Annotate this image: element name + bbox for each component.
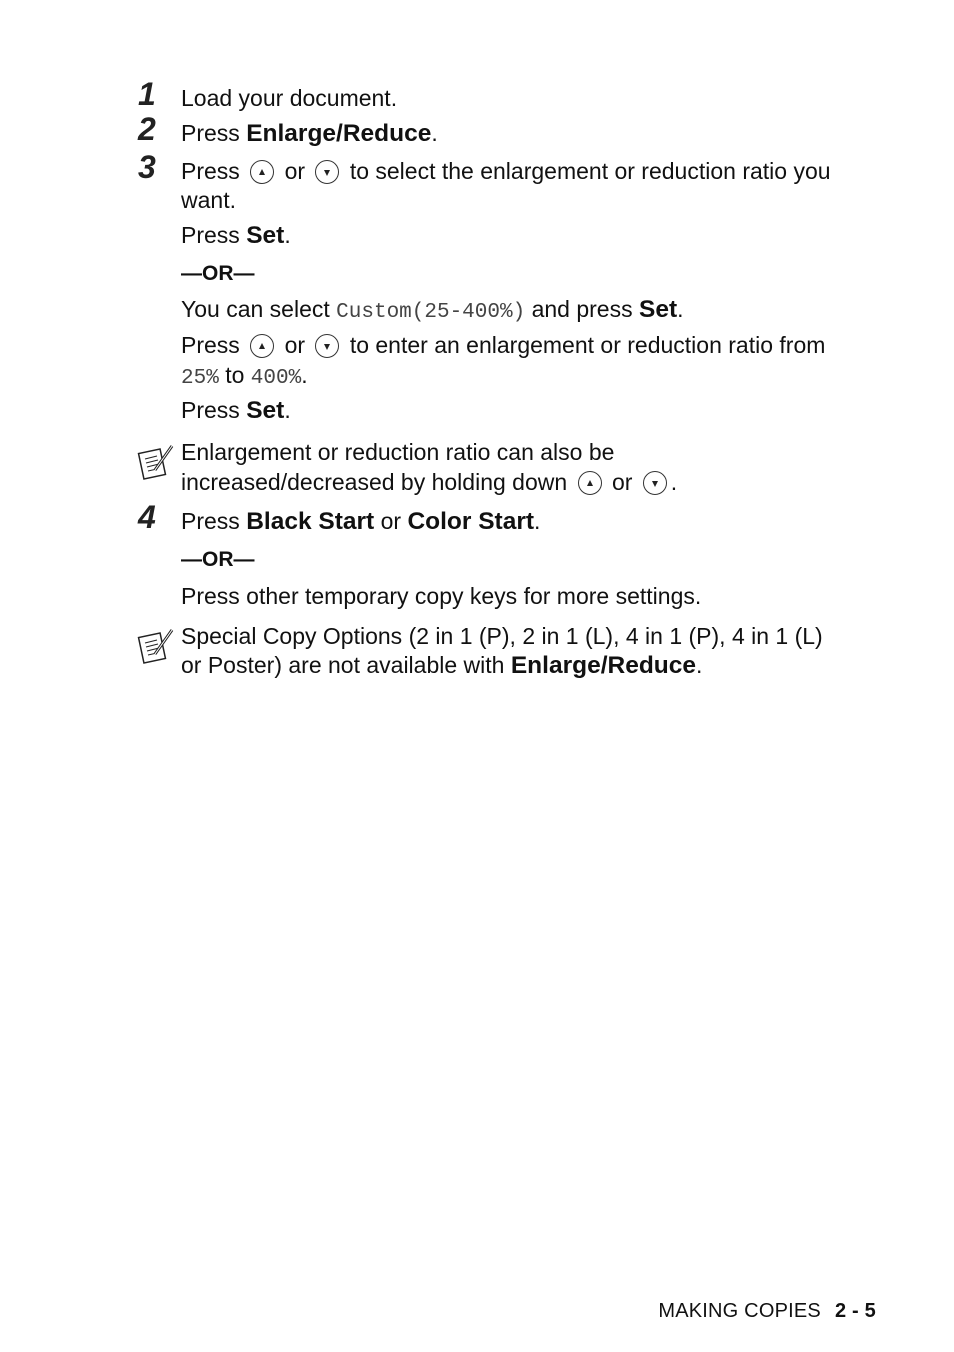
note-1-line-1: Enlargement or reduction ratio can also be (181, 439, 615, 465)
step-2-text: Press Enlarge/Reduce. (181, 120, 438, 147)
note-2-line-1: Special Copy Options (2 in 1 (P), 2 in 1 (L), 4 in 1 (P), 4 in 1 (L) (181, 623, 823, 649)
up-arrow-key-icon (578, 471, 602, 495)
step-4-or-separator: —OR— (181, 548, 255, 571)
step-3-line-2: want. (181, 187, 236, 213)
color-start-key-label: Color Start (407, 508, 535, 535)
up-arrow-key-icon (250, 334, 274, 358)
step-3-press-set-2: Press Set. (181, 397, 291, 424)
down-arrow-key-icon (315, 160, 339, 184)
black-start-key-label: Black Start (246, 508, 375, 535)
note-pencil-icon (137, 627, 175, 665)
down-arrow-key-icon (643, 471, 667, 495)
set-key-label: Set (246, 222, 285, 249)
step-2-number: 2 (138, 111, 156, 147)
step-1-number: 1 (138, 76, 156, 112)
step-3-or-separator: —OR— (181, 262, 255, 285)
page-footer (658, 1300, 876, 1323)
step-4-alt-text: Press other temporary copy keys for more settings. (181, 583, 702, 609)
step-3-number: 3 (138, 149, 156, 185)
set-key-label: Set (638, 296, 678, 323)
step-4-number: 4 (138, 499, 156, 535)
note-pencil-icon (137, 443, 175, 481)
step-4-text: Press Black Start or Color Start. (181, 508, 541, 535)
footer-section-title: MAKING COPIES (658, 1300, 821, 1322)
step-3-press-set: Press Set. (181, 222, 291, 249)
note-2-line-2: or Poster) are not available with Enlarge/Reduce. (181, 652, 703, 679)
set-key-label: Set (246, 397, 285, 424)
down-arrow-key-icon (315, 334, 339, 358)
enlarge-reduce-key-label: Enlarge/Reduce (246, 120, 432, 147)
step-3-line-1: Press or to select the enlargement or reduction ratio you (181, 158, 831, 184)
custom-ratio-code: Custom(25-400%) (336, 301, 526, 324)
up-arrow-key-icon (250, 160, 274, 184)
step-3-enter-ratio: Press or to enter an enlargement or reduction ratio from (181, 332, 826, 358)
enlarge-reduce-key-label: Enlarge/Reduce (510, 652, 697, 679)
step-3-custom-option: You can select Custom(25-400%) and press Set. (181, 296, 684, 324)
note-1-line-2: increased/decreased by holding down or . (181, 469, 678, 495)
footer-page-number: 2 - 5 (834, 1300, 876, 1322)
step-3-ratio-range: 25% to 400%. (181, 362, 308, 390)
step-1-text: Load your document. (181, 85, 398, 111)
